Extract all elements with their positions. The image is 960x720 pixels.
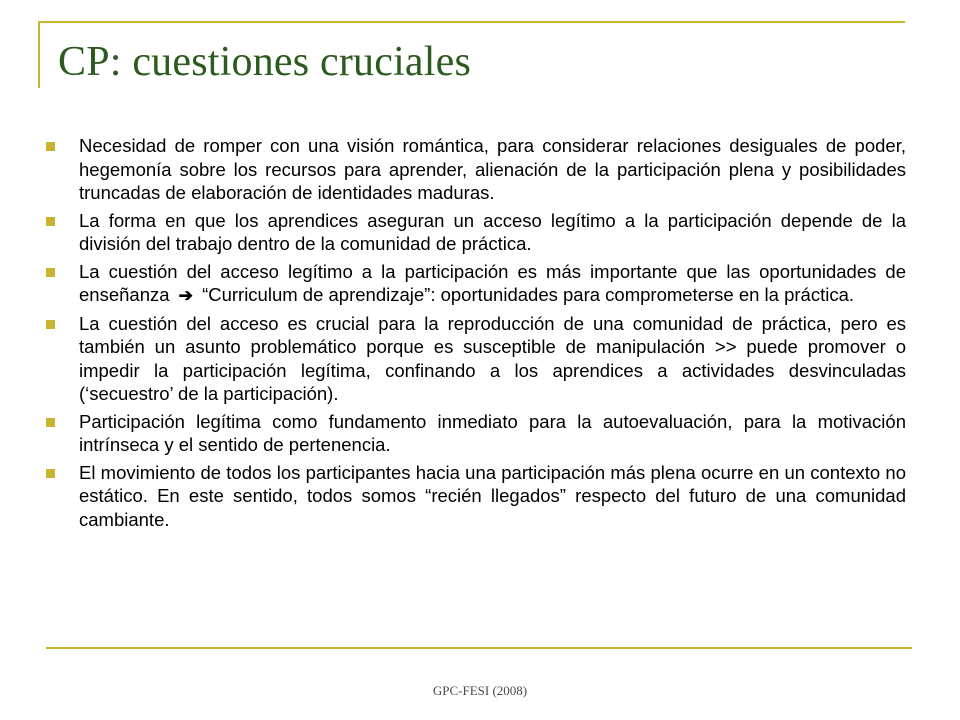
right-arrow-icon: ➔ xyxy=(178,286,193,305)
square-bullet-icon xyxy=(46,142,55,151)
bullet-item xyxy=(46,461,906,532)
bullet-text-continued: “Curriculum de aprendizaje”: oportunidades para comprometerse en la práctica. xyxy=(202,284,854,305)
square-bullet-icon xyxy=(46,268,55,277)
bullet-list xyxy=(46,134,906,535)
bullet-text: La cuestión del acceso es crucial para la reproducción de una comunidad de práctica, pero es también un asunto problemático porque es susceptible de manipulación >> puede promover o impedir la participación legítima, confinando a los aprendices a actividades desvinculadas (‘secuestro’ de la participación). xyxy=(79,312,906,404)
bullet-text: El movimiento de todos los participantes hacia una participación más plena ocurre en un contexto no estático. En este sentido, todos somos “recién llegados” respecto del futuro de una comunidad cambiante. xyxy=(79,461,906,530)
bullet-text: La cuestión del acceso legítimo a la participación es más importante que las oportunidades de enseñanza xyxy=(79,260,906,305)
left-rule xyxy=(38,21,40,88)
bullet-item xyxy=(46,134,906,205)
bullet-item xyxy=(46,312,906,406)
bullet-item xyxy=(46,410,906,457)
square-bullet-icon xyxy=(46,418,55,427)
bullet-item xyxy=(46,260,906,308)
top-rule xyxy=(38,21,905,23)
bullet-text: La forma en que los aprendices aseguran un acceso legítimo a la participación depende de la división del trabajo dentro de la comunidad de práctica. xyxy=(79,209,906,254)
square-bullet-icon xyxy=(46,217,55,226)
bullet-text: Participación legítima como fundamento inmediato para la autoevaluación, para la motivación intrínseca y el sentido de pertenencia. xyxy=(79,410,906,455)
slide-title: CP: cuestiones cruciales xyxy=(58,39,472,85)
bullet-text: Necesidad de romper con una visión romántica, para considerar relaciones desiguales de poder, hegemonía sobre los recursos para aprender, alienación de la participación plena y posibilidades truncadas de elaboración de identidades maduras. xyxy=(79,135,906,203)
bottom-rule xyxy=(46,647,912,649)
square-bullet-icon xyxy=(46,320,55,329)
slide-footer: GPC-FESI (2008) xyxy=(432,683,528,698)
bullet-item xyxy=(46,209,906,256)
square-bullet-icon xyxy=(46,469,55,478)
